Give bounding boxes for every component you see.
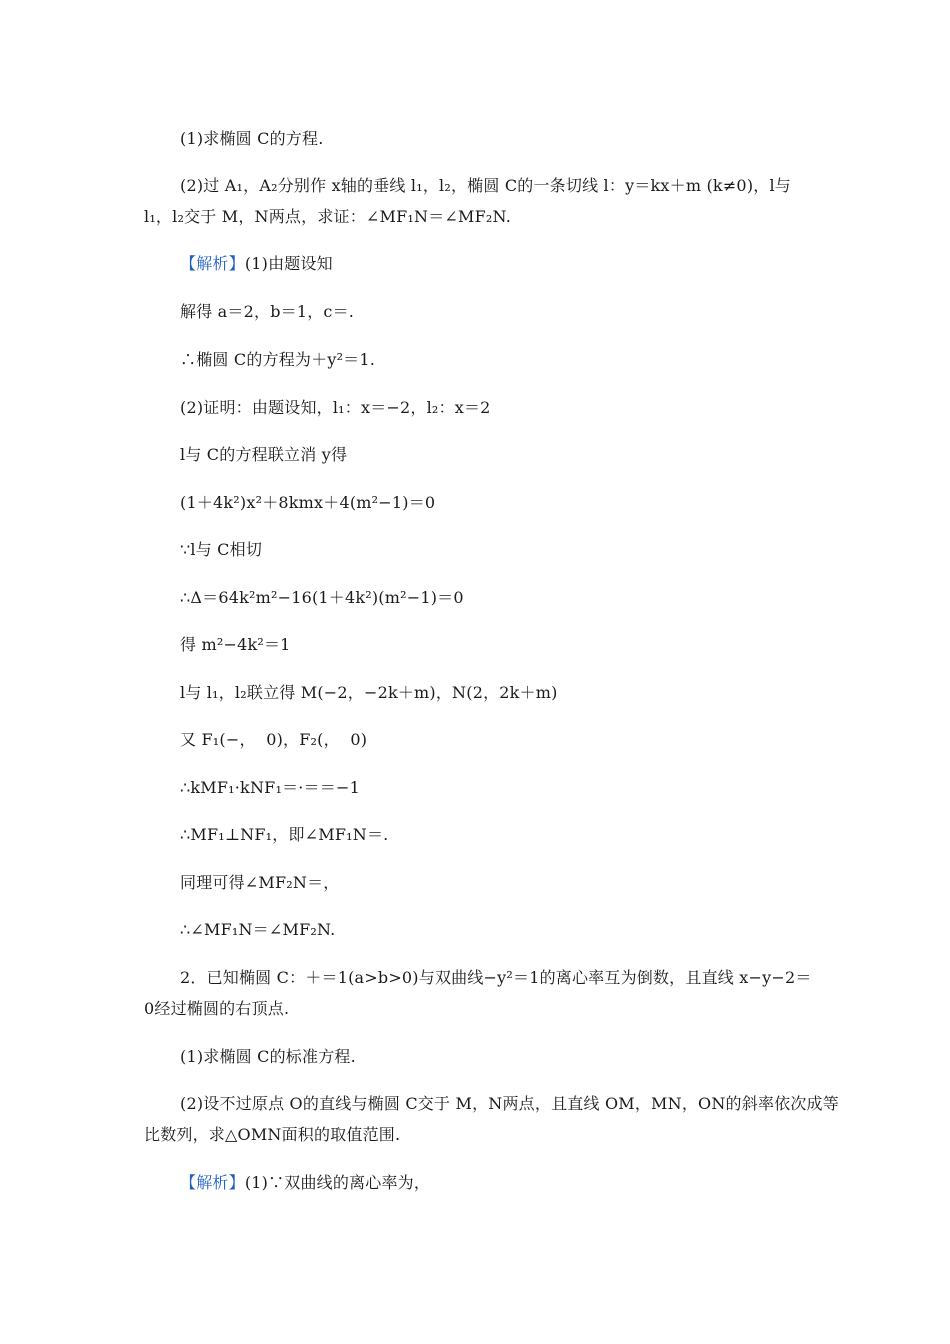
q1-part2-line1: (2)过 A₁，A₂分别作 x轴的垂线 l₁，l₂，椭圆 C的一条切线 l：y＝kx＋m (k≠0)，l与	[180, 176, 791, 195]
solution-line: (1＋4k²)x²＋8kmx＋4(m²−1)＝0	[180, 493, 436, 512]
solution-line: ∴MF₁⊥NF₁，即∠MF₁N＝.	[180, 825, 389, 844]
solution-line: l与 l₁，l₂联立得 M(−2，−2k＋m)，N(2，2k＋m)	[180, 683, 558, 702]
q2-part2-line2: 比数列，求△OMN面积的取值范围.	[144, 1125, 401, 1144]
solution-line: ∴椭圆 C的方程为＋y²＝1.	[180, 350, 376, 369]
solution-line: 同理可得∠MF₂N＝，	[180, 873, 340, 892]
q2-part2-line1: (2)设不过原点 O的直线与椭圆 C交于 M，N两点，且直线 OM，MN，ON的斜率依次成等	[180, 1094, 839, 1113]
solution-tag: 【解析】	[180, 1173, 245, 1192]
solution-line: ∵l与 C相切	[180, 540, 263, 559]
q2-line2: 0经过椭圆的右顶点.	[144, 999, 290, 1018]
solution-line: l与 C的方程联立消 y得	[180, 445, 348, 464]
q2-line1: 2．已知椭圆 C：＋＝1(a>b>0)与双曲线−y²＝1的离心率互为倒数，且直线 x−y−2＝	[180, 968, 812, 987]
q1-part2-line2: l₁，l₂交于 M，N两点，求证：∠MF₁N＝∠MF₂N.	[144, 207, 512, 226]
q1-part1: (1)求椭圆 C的方程.	[180, 129, 324, 148]
solution-line: 解得 a＝2，b＝1，c＝.	[180, 302, 355, 321]
solution-line: 得 m²−4k²＝1	[180, 635, 291, 654]
solution-line: 又 F₁(−， 0)，F₂(， 0)	[180, 730, 368, 749]
solution-line: ∴kMF₁·kNF₁＝·＝＝−1	[180, 778, 360, 797]
solution2-heading	[180, 1172, 430, 1194]
solution-line: ∴∠MF₁N＝∠MF₂N.	[180, 920, 336, 939]
solution-line: ∴Δ＝64k²m²−16(1＋4k²)(m²−1)＝0	[180, 588, 464, 607]
solution-line: (2)证明：由题设知，l₁：x＝−2，l₂：x＝2	[180, 398, 491, 417]
solution-tag: 【解析】	[180, 254, 245, 273]
q2-part1: (1)求椭圆 C的标准方程.	[180, 1047, 356, 1066]
solution-text: (1)由题设知	[244, 254, 333, 273]
solution1-heading	[180, 253, 333, 275]
solution-text: (1)∵双曲线的离心率为，	[244, 1173, 431, 1192]
